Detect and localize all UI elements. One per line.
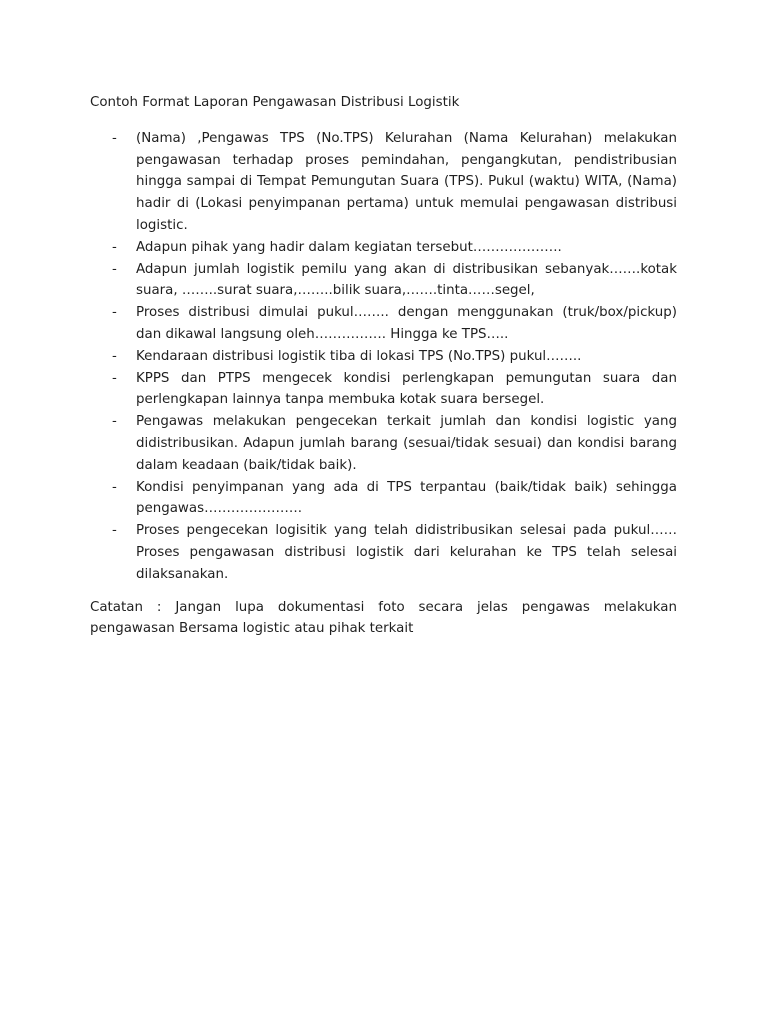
list-item <box>90 346 677 368</box>
list-item-text: KPPS dan PTPS mengecek kondisi perlengkapan pemungutan suara dan perlengkapan lainnya tanpa membuka kotak suara bersegel. <box>136 370 677 408</box>
list-bullet: - <box>112 130 117 146</box>
list-item <box>90 520 677 585</box>
list-item-text: Proses distribusi dimulai pukul…….. dengan menggunakan (truk/box/pickup) dan dikawal langsung oleh……………. Hingga ke TPS….. <box>136 305 677 342</box>
list-bullet: - <box>112 523 117 539</box>
document-title: Contoh Format Laporan Pengawasan Distribusi Logistik <box>90 95 460 110</box>
list-bullet: - <box>112 305 117 321</box>
list-bullet: - <box>112 370 117 386</box>
list-bullet: - <box>112 479 117 495</box>
document-page <box>90 92 677 654</box>
list-item-text: Proses pengecekan logisitik yang telah didistribusikan selesai pada pukul…… Proses pengawasan distribusi logistik dari kelurahan ke TPS telah selesai dilaksanakan. <box>136 523 677 582</box>
list-item-text: (Nama) ,Pengawas TPS (No.TPS) Kelurahan (Nama Kelurahan) melakukan pengawasan terhadap proses pemindahan, pengangkutan, pendistribusian hingga sampai di Tempat Pemungutan Suara (TPS). Pukul (waktu) WITA, (Nama) hadir di (Lokasi penyimpanan pertama) untuk memulai pengawasan distribusi logistic. <box>136 130 677 233</box>
document-note: Catatan : Jangan lupa dokumentasi foto secara jelas pengawas melakukan pengawasan Bersama logistic atau pihak terkait <box>90 599 677 637</box>
list-bullet: - <box>112 239 117 255</box>
list-item-text: Pengawas melakukan pengecekan terkait jumlah dan kondisi logistic yang didistribusikan. Adapun jumlah barang (sesuai/tidak sesuai) dan kondisi barang dalam keadaan (baik/tidak baik). <box>136 414 677 473</box>
list-item <box>90 128 677 237</box>
report-item-list <box>90 128 677 586</box>
list-item <box>90 259 677 303</box>
list-bullet: - <box>112 261 117 277</box>
list-item-text: Adapun pihak yang hadir dalam kegiatan tersebut……………….. <box>136 239 562 255</box>
list-item <box>90 368 677 412</box>
list-item <box>90 477 677 521</box>
list-item <box>90 411 677 476</box>
list-item <box>90 302 677 346</box>
list-item-text: Kondisi penyimpanan yang ada di TPS terpantau (baik/tidak baik) sehingga pengawas…………………. <box>136 479 677 517</box>
list-item <box>90 237 677 259</box>
list-item-text: Adapun jumlah logistik pemilu yang akan di distribusikan sebanyak…….kotak suara, ……..surat suara,……..bilik suara,…….tinta……segel, <box>136 261 677 299</box>
list-bullet: - <box>112 348 117 364</box>
list-item-text: Kendaraan distribusi logistik tiba di lokasi TPS (No.TPS) pukul…….. <box>136 348 582 364</box>
list-bullet: - <box>112 414 117 430</box>
